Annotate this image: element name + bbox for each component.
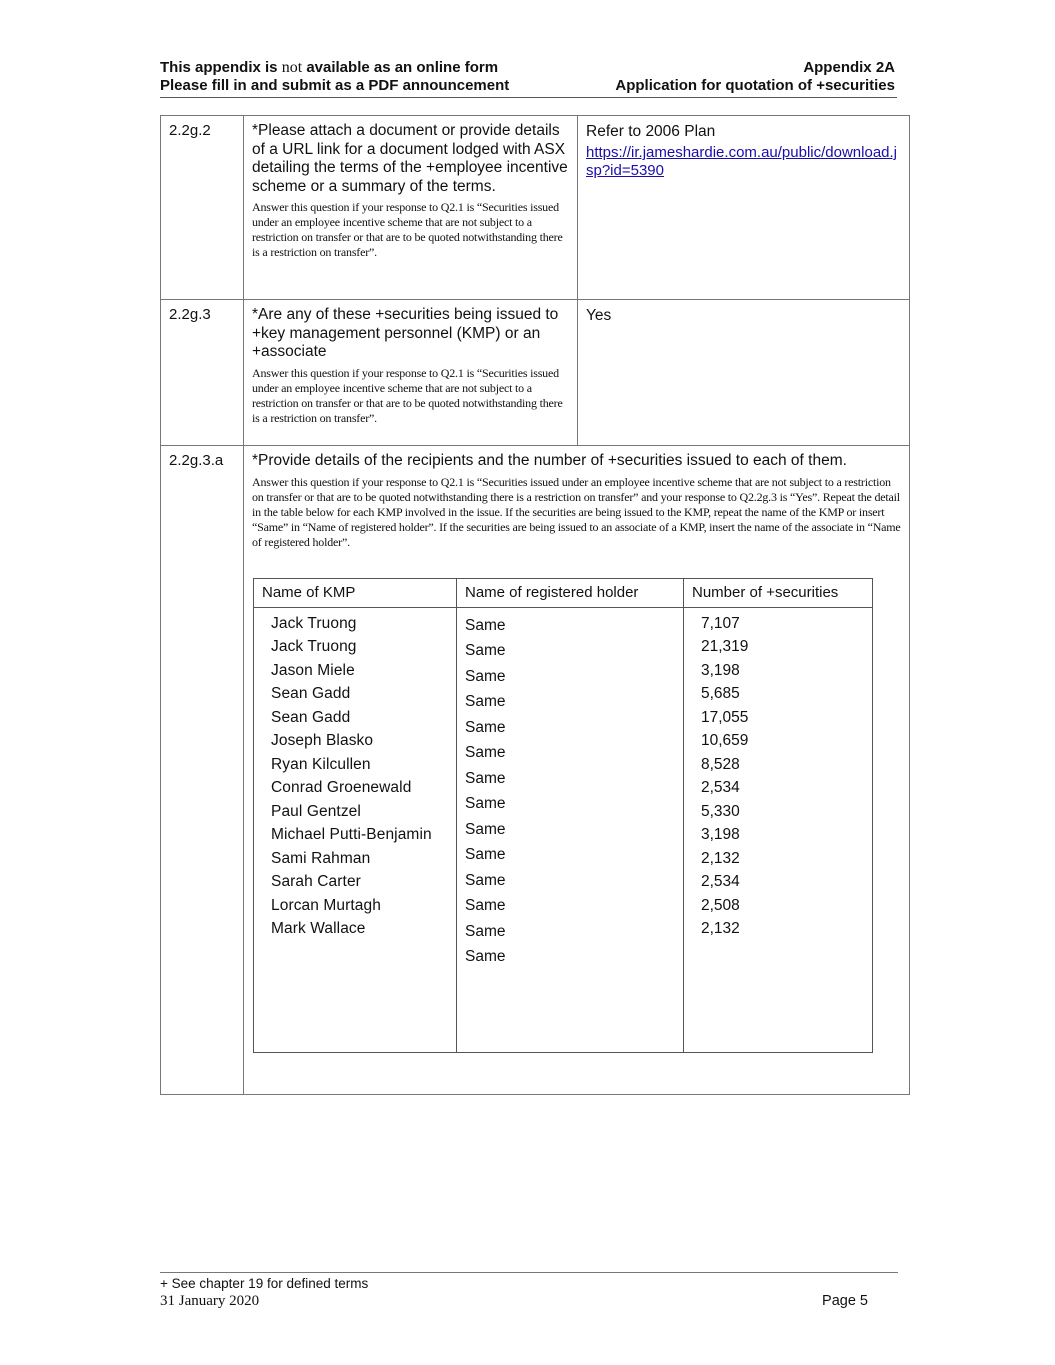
holder-name: Same xyxy=(465,667,506,685)
securities-count: 2,132 xyxy=(701,849,740,867)
kmp-name-column xyxy=(254,607,457,1052)
question-number: 2.2g.3 xyxy=(161,300,244,446)
kmp-name: Sean Gadd xyxy=(271,708,351,726)
holder-name: Same xyxy=(465,820,506,838)
securities-count: 10,659 xyxy=(701,732,749,749)
kmp-table-body xyxy=(254,607,873,1052)
securities-count: 2,534 xyxy=(701,779,740,796)
holder-name: Same xyxy=(465,922,506,940)
question-note: Answer this question if your response to Q2.1 is “Securities issued under an employee incentive scheme that are not subject to a restriction on transfer or that are to be quoted notwithstanding there is a restriction on transfer”. xyxy=(252,365,563,425)
holder-name: Same xyxy=(465,948,506,965)
holder-name: Same xyxy=(465,616,506,634)
securities-count-column xyxy=(684,607,873,1052)
securities-count: 5,685 xyxy=(701,685,740,702)
kmp-name: Joseph Blasko xyxy=(271,732,374,749)
kmp-name: Jack Truong xyxy=(271,638,357,655)
page-footer xyxy=(160,1272,898,1310)
answer-text: Yes xyxy=(586,307,612,324)
kmp-table xyxy=(253,578,873,1053)
plan-document-link[interactable]: https://ir.jameshardie.com.au/public/download.jsp?id=5390 xyxy=(586,144,898,179)
appendix-subtitle: Application for quotation of +securities xyxy=(615,77,895,94)
kmp-table-header xyxy=(254,578,873,607)
question-cell xyxy=(244,446,910,1095)
question-row-2-2g-3-a xyxy=(161,446,910,1095)
securities-count: 2,132 xyxy=(701,920,740,937)
answer-cell xyxy=(578,116,910,300)
holder-name: Same xyxy=(465,744,506,761)
question-cell xyxy=(244,300,578,446)
appendix-title: Appendix 2A xyxy=(803,59,895,76)
kmp-name: Sean Gadd xyxy=(271,685,351,702)
holder-name-column xyxy=(457,607,684,1052)
question-text: *Provide details of the recipients and the number of +securities issued to each of them. xyxy=(252,452,847,469)
question-note: Answer this question if your response to Q2.1 is “Securities issued under an employee incentive scheme that are not subject to a restriction on transfer or that are to be quoted notwithstanding there is a restriction on transfer”. xyxy=(252,200,563,259)
column-header-securities: Number of +securities xyxy=(684,578,873,607)
question-text: *Please attach a document or provide details of a URL link for a document lodged with ASX detailing the terms of the +employee incentive scheme or a summary of the terms. xyxy=(252,122,568,195)
header-left xyxy=(160,59,509,95)
kmp-name: Mark Wallace xyxy=(271,920,366,937)
holder-name: Same xyxy=(465,871,506,889)
kmp-name: Sarah Carter xyxy=(271,873,361,890)
answer-text: Refer to 2006 Plan xyxy=(586,123,716,140)
page-number: Page 5 xyxy=(822,1293,868,1309)
header-right xyxy=(615,59,895,95)
securities-count: 5,330 xyxy=(701,802,740,820)
kmp-name: Ryan Kilcullen xyxy=(271,755,371,773)
kmp-name: Jack Truong xyxy=(271,614,357,632)
question-note: Answer this question if your response to Q2.1 is “Securities issued under an employee incentive scheme that are not subject to a restriction on transfer or that are to be quoted notwithstanding there is a restriction on transfer” and your response to Q2.2g.3 is “Yes”. Repeat the detail in the table below for each KMP involved in the issue. If the securities are being issued to the KMP, repeat the name of the KMP or insert “Same” in “Name of registered holder”. If the securities are being issued to an associate of a KMP, insert the name of the associate in “Name of registered holder”. xyxy=(252,474,901,549)
question-row-2-2g-2 xyxy=(161,116,910,300)
holder-name: Same xyxy=(465,897,506,914)
kmp-name: Lorcan Murtagh xyxy=(271,896,381,914)
securities-count: 8,528 xyxy=(701,755,740,773)
column-header-holder: Name of registered holder xyxy=(457,578,684,607)
holder-name: Same xyxy=(465,846,506,863)
kmp-name: Paul Gentzel xyxy=(271,802,361,820)
question-cell xyxy=(244,116,578,300)
securities-count: 2,534 xyxy=(701,873,740,890)
holder-name: Same xyxy=(465,642,506,659)
holder-name: Same xyxy=(465,795,506,812)
securities-count: 17,055 xyxy=(701,708,749,726)
securities-count: 7,107 xyxy=(701,614,740,632)
question-text: *Are any of these +securities being issued to +key management personnel (KMP) or an +associate xyxy=(252,306,559,360)
question-number: 2.2g.3.a xyxy=(161,446,244,1095)
holder-name: Same xyxy=(465,718,506,736)
question-row-2-2g-3 xyxy=(161,300,910,446)
kmp-name: Conrad Groenewald xyxy=(271,779,412,796)
securities-count: 2,508 xyxy=(701,896,740,914)
securities-count: 3,198 xyxy=(701,826,740,843)
footer-date: 31 January 2020 xyxy=(160,1293,260,1309)
questions-table xyxy=(160,115,910,1095)
answer-cell xyxy=(578,300,910,446)
holder-name: Same xyxy=(465,769,506,787)
kmp-name: Jason Miele xyxy=(271,661,355,679)
page-header xyxy=(160,59,897,98)
header-left-line2: Please fill in and submit as a PDF announcement xyxy=(160,77,510,94)
securities-count: 3,198 xyxy=(701,661,740,679)
defined-terms-note: + See chapter 19 for defined terms xyxy=(160,1276,369,1291)
column-header-kmp: Name of KMP xyxy=(254,578,457,607)
holder-name: Same xyxy=(465,693,506,710)
securities-count: 21,319 xyxy=(701,638,749,655)
kmp-name: Michael Putti-Benjamin xyxy=(271,826,432,843)
question-number: 2.2g.2 xyxy=(161,116,244,300)
header-left-line1: This appendix is not available as an online form xyxy=(160,59,499,76)
kmp-name: Sami Rahman xyxy=(271,849,371,867)
